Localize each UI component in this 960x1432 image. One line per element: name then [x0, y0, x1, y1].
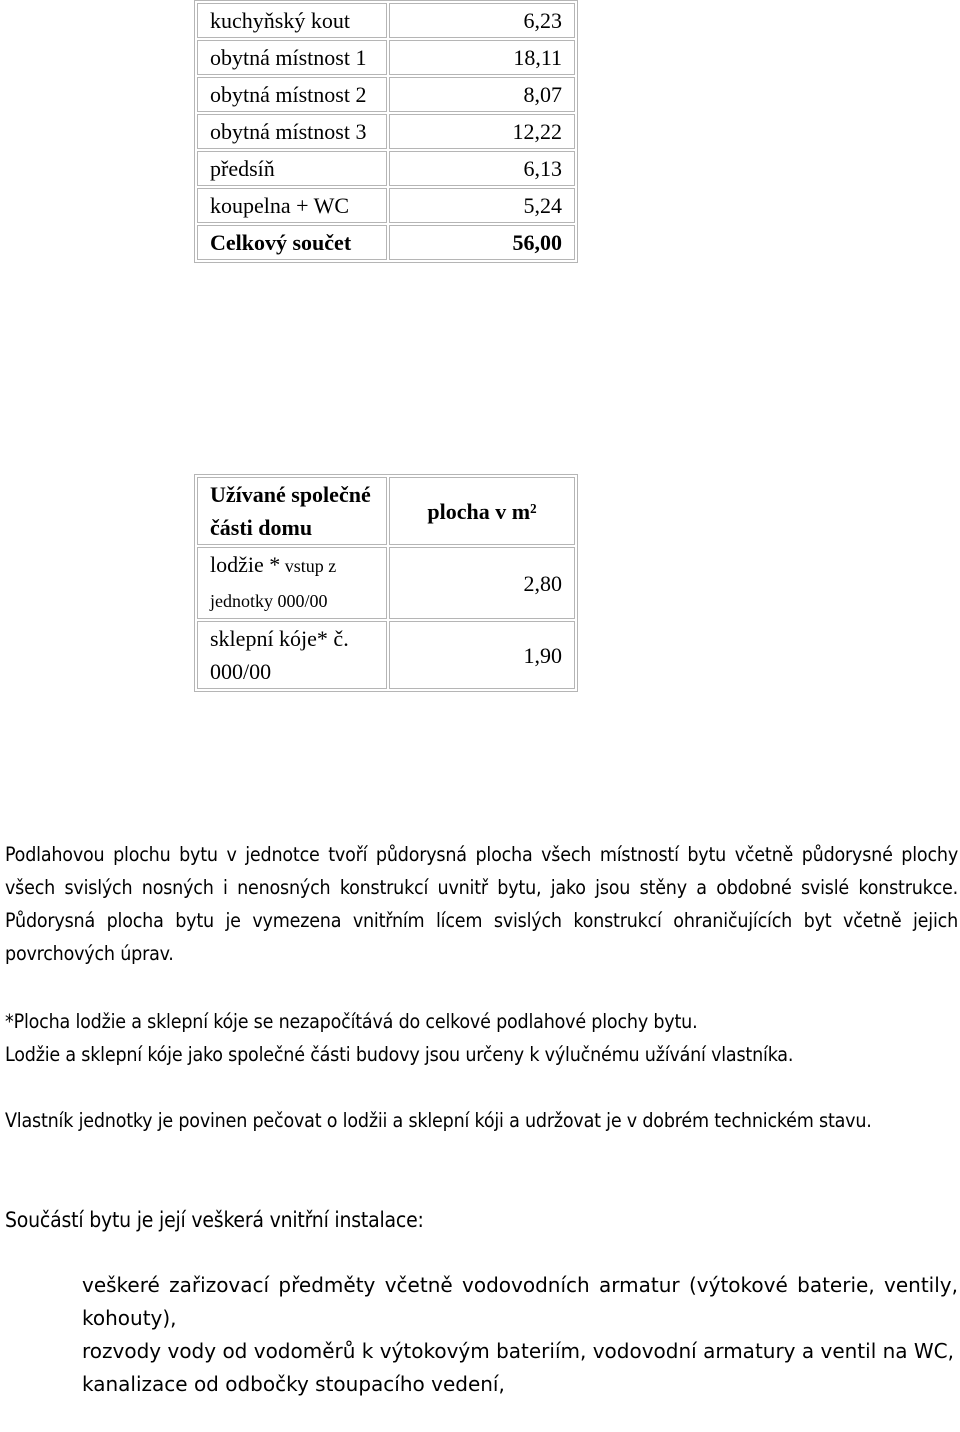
- table-row: [197, 151, 575, 186]
- room-area: 8,07: [389, 77, 575, 112]
- list-item: rozvody vody od vodoměrů k výtokovým bateriím, vodovodní armatury a ventil na WC,: [82, 1339, 955, 1363]
- common-part-main: lodžie *: [210, 552, 281, 577]
- total-area: 56,00: [389, 225, 575, 260]
- room-name: obytná místnost 3: [197, 114, 387, 149]
- common-part-name: [197, 621, 387, 689]
- table-row: [197, 547, 575, 619]
- room-area: 12,22: [389, 114, 575, 149]
- table-row: [197, 188, 575, 223]
- table-row: [197, 40, 575, 75]
- total-label: Celkový součet: [197, 225, 387, 260]
- loggia-note: *Plocha lodžie a sklepní kóje se nezapočítává do celkové podlahové plochy bytu.: [5, 1010, 698, 1033]
- room-area: 6,23: [389, 3, 575, 38]
- table-header-row: [197, 477, 575, 545]
- room-area: 5,24: [389, 188, 575, 223]
- room-area: 6,13: [389, 151, 575, 186]
- floor-area-definition: Podlahovou plochu bytu v jednotce tvoří půdorysná plocha všech místností bytu včetně půdorysné plochy všech svislých nosných i nenosných konstrukcí uvnitř bytu, jako jsou stěny a obdobné svislé konstrukce. Půdorysná plocha bytu je vymezena vnitřním lícem svislých konstrukcí ohraničujících byt včetně jejich povrchových úprav.: [5, 843, 958, 965]
- area-unit-header: plocha v m²: [389, 477, 575, 545]
- table-row: [197, 114, 575, 149]
- table-row: [197, 77, 575, 112]
- common-parts-table: [194, 474, 578, 692]
- common-part-area: 2,80: [389, 547, 575, 619]
- list-item: veškeré zařizovací předměty včetně vodovodních armatur (výtokové baterie, ventily, kohouty),: [82, 1273, 958, 1330]
- common-part-main: sklepní kóje* č. 000/00: [210, 626, 349, 684]
- exclusive-use-note: Lodžie a sklepní kóje jako společné části budovy jsou určeny k výlučnému užívání vlastníka.: [5, 1043, 794, 1066]
- room-name: kuchyňský kout: [197, 3, 387, 38]
- common-part-name: [197, 547, 387, 619]
- room-area-table: [194, 0, 578, 263]
- total-row: [197, 225, 575, 260]
- table-row: [197, 3, 575, 38]
- room-name: obytná místnost 2: [197, 77, 387, 112]
- room-name: předsíň: [197, 151, 387, 186]
- table-row: [197, 621, 575, 689]
- room-name: koupelna + WC: [197, 188, 387, 223]
- common-part-area: 1,90: [389, 621, 575, 689]
- room-area: 18,11: [389, 40, 575, 75]
- room-name: obytná místnost 1: [197, 40, 387, 75]
- owner-duty-note: Vlastník jednotky je povinen pečovat o lodžii a sklepní kóji a udržovat je v dobrém technickém stavu.: [5, 1109, 872, 1132]
- installation-list: [82, 1269, 958, 1401]
- common-parts-header: Užívané společné části domu: [197, 477, 387, 545]
- common-part-note: vstup z jednotky 000/00: [210, 556, 337, 611]
- list-item: kanalizace od odbočky stoupacího vedení,: [82, 1372, 505, 1396]
- installation-intro: Součástí bytu je její veškerá vnitřní instalace:: [5, 1208, 424, 1232]
